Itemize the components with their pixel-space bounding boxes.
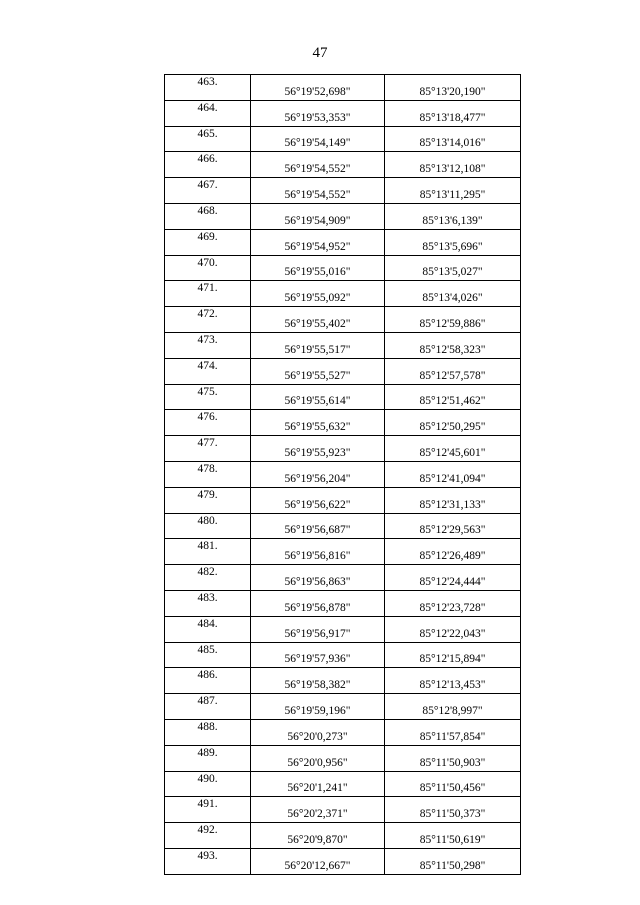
table-row xyxy=(165,694,521,720)
table-row xyxy=(165,255,521,281)
latitude-cell: 56°19'56,622" xyxy=(251,487,385,513)
point-number-cell: 468. xyxy=(165,203,251,229)
point-number-cell: 467. xyxy=(165,178,251,204)
longitude-cell: 85°12'59,886" xyxy=(385,307,521,333)
coordinates-table xyxy=(164,74,521,875)
longitude-cell: 85°11'50,298" xyxy=(385,848,521,874)
point-number-cell: 479. xyxy=(165,487,251,513)
longitude-cell: 85°12'22,043" xyxy=(385,616,521,642)
latitude-cell: 56°19'58,382" xyxy=(251,668,385,694)
table-row xyxy=(165,590,521,616)
longitude-cell: 85°12'50,295" xyxy=(385,410,521,436)
longitude-cell: 85°11'50,619" xyxy=(385,823,521,849)
latitude-cell: 56°20'12,667" xyxy=(251,848,385,874)
latitude-cell: 56°19'54,149" xyxy=(251,126,385,152)
latitude-cell: 56°19'55,016" xyxy=(251,255,385,281)
point-number-cell: 471. xyxy=(165,281,251,307)
point-number-cell: 480. xyxy=(165,513,251,539)
latitude-cell: 56°19'56,863" xyxy=(251,565,385,591)
coordinates-table-body xyxy=(165,75,521,875)
latitude-cell: 56°19'56,687" xyxy=(251,513,385,539)
latitude-cell: 56°19'54,552" xyxy=(251,152,385,178)
page-number: 47 xyxy=(312,45,328,61)
latitude-cell: 56°20'9,870" xyxy=(251,823,385,849)
table-row xyxy=(165,100,521,126)
latitude-cell: 56°19'59,196" xyxy=(251,694,385,720)
table-row xyxy=(165,719,521,745)
longitude-cell: 85°12'45,601" xyxy=(385,436,521,462)
latitude-cell: 56°19'55,527" xyxy=(251,358,385,384)
latitude-cell: 56°19'56,816" xyxy=(251,539,385,565)
point-number-cell: 489. xyxy=(165,745,251,771)
longitude-cell: 85°12'8,997" xyxy=(385,694,521,720)
point-number-cell: 463. xyxy=(165,75,251,101)
point-number-cell: 464. xyxy=(165,100,251,126)
table-row xyxy=(165,178,521,204)
table-row xyxy=(165,281,521,307)
longitude-cell: 85°12'13,453" xyxy=(385,668,521,694)
longitude-cell: 85°11'50,903" xyxy=(385,745,521,771)
latitude-cell: 56°19'54,952" xyxy=(251,229,385,255)
longitude-cell: 85°12'57,578" xyxy=(385,358,521,384)
point-number-cell: 475. xyxy=(165,384,251,410)
point-number-cell: 485. xyxy=(165,642,251,668)
table-row xyxy=(165,668,521,694)
table-row xyxy=(165,823,521,849)
table-row xyxy=(165,848,521,874)
latitude-cell: 56°19'55,614" xyxy=(251,384,385,410)
longitude-cell: 85°12'23,728" xyxy=(385,590,521,616)
point-number-cell: 481. xyxy=(165,539,251,565)
table-row xyxy=(165,565,521,591)
longitude-cell: 85°13'5,696" xyxy=(385,229,521,255)
point-number-cell: 493. xyxy=(165,848,251,874)
latitude-cell: 56°19'57,936" xyxy=(251,642,385,668)
latitude-cell: 56°19'55,632" xyxy=(251,410,385,436)
latitude-cell: 56°19'56,917" xyxy=(251,616,385,642)
longitude-cell: 85°13'18,477" xyxy=(385,100,521,126)
longitude-cell: 85°12'15,894" xyxy=(385,642,521,668)
table-row xyxy=(165,332,521,358)
latitude-cell: 56°19'52,698" xyxy=(251,75,385,101)
latitude-cell: 56°20'2,371" xyxy=(251,797,385,823)
table-row xyxy=(165,307,521,333)
latitude-cell: 56°19'55,517" xyxy=(251,332,385,358)
latitude-cell: 56°19'56,878" xyxy=(251,590,385,616)
point-number-cell: 487. xyxy=(165,694,251,720)
longitude-cell: 85°11'50,456" xyxy=(385,771,521,797)
point-number-cell: 466. xyxy=(165,152,251,178)
table-row xyxy=(165,539,521,565)
table-row xyxy=(165,152,521,178)
longitude-cell: 85°13'12,108" xyxy=(385,152,521,178)
point-number-cell: 470. xyxy=(165,255,251,281)
table-row xyxy=(165,771,521,797)
point-number-cell: 472. xyxy=(165,307,251,333)
table-row xyxy=(165,616,521,642)
point-number-cell: 473. xyxy=(165,332,251,358)
latitude-cell: 56°19'54,552" xyxy=(251,178,385,204)
longitude-cell: 85°12'41,094" xyxy=(385,461,521,487)
point-number-cell: 477. xyxy=(165,436,251,462)
latitude-cell: 56°20'0,956" xyxy=(251,745,385,771)
table-row xyxy=(165,410,521,436)
latitude-cell: 56°20'0,273" xyxy=(251,719,385,745)
point-number-cell: 484. xyxy=(165,616,251,642)
latitude-cell: 56°19'55,923" xyxy=(251,436,385,462)
longitude-cell: 85°13'6,139" xyxy=(385,203,521,229)
longitude-cell: 85°13'14,016" xyxy=(385,126,521,152)
longitude-cell: 85°11'50,373" xyxy=(385,797,521,823)
latitude-cell: 56°20'1,241" xyxy=(251,771,385,797)
point-number-cell: 488. xyxy=(165,719,251,745)
point-number-cell: 482. xyxy=(165,565,251,591)
longitude-cell: 85°13'11,295" xyxy=(385,178,521,204)
table-row xyxy=(165,358,521,384)
point-number-cell: 469. xyxy=(165,229,251,255)
point-number-cell: 486. xyxy=(165,668,251,694)
point-number-cell: 491. xyxy=(165,797,251,823)
longitude-cell: 85°12'58,323" xyxy=(385,332,521,358)
table-row xyxy=(165,126,521,152)
latitude-cell: 56°19'53,353" xyxy=(251,100,385,126)
latitude-cell: 56°19'56,204" xyxy=(251,461,385,487)
table-row xyxy=(165,642,521,668)
longitude-cell: 85°12'26,489" xyxy=(385,539,521,565)
longitude-cell: 85°13'4,026" xyxy=(385,281,521,307)
table-row xyxy=(165,203,521,229)
longitude-cell: 85°13'5,027" xyxy=(385,255,521,281)
table-row xyxy=(165,797,521,823)
point-number-cell: 478. xyxy=(165,461,251,487)
table-row xyxy=(165,229,521,255)
longitude-cell: 85°12'24,444" xyxy=(385,565,521,591)
point-number-cell: 490. xyxy=(165,771,251,797)
longitude-cell: 85°12'31,133" xyxy=(385,487,521,513)
point-number-cell: 465. xyxy=(165,126,251,152)
longitude-cell: 85°11'57,854" xyxy=(385,719,521,745)
point-number-cell: 483. xyxy=(165,590,251,616)
point-number-cell: 476. xyxy=(165,410,251,436)
table-row xyxy=(165,461,521,487)
point-number-cell: 492. xyxy=(165,823,251,849)
latitude-cell: 56°19'54,909" xyxy=(251,203,385,229)
table-row xyxy=(165,75,521,101)
latitude-cell: 56°19'55,402" xyxy=(251,307,385,333)
table-row xyxy=(165,513,521,539)
table-row xyxy=(165,384,521,410)
longitude-cell: 85°12'51,462" xyxy=(385,384,521,410)
table-row xyxy=(165,436,521,462)
latitude-cell: 56°19'55,092" xyxy=(251,281,385,307)
table-row xyxy=(165,487,521,513)
longitude-cell: 85°13'20,190" xyxy=(385,75,521,101)
point-number-cell: 474. xyxy=(165,358,251,384)
table-row xyxy=(165,745,521,771)
longitude-cell: 85°12'29,563" xyxy=(385,513,521,539)
